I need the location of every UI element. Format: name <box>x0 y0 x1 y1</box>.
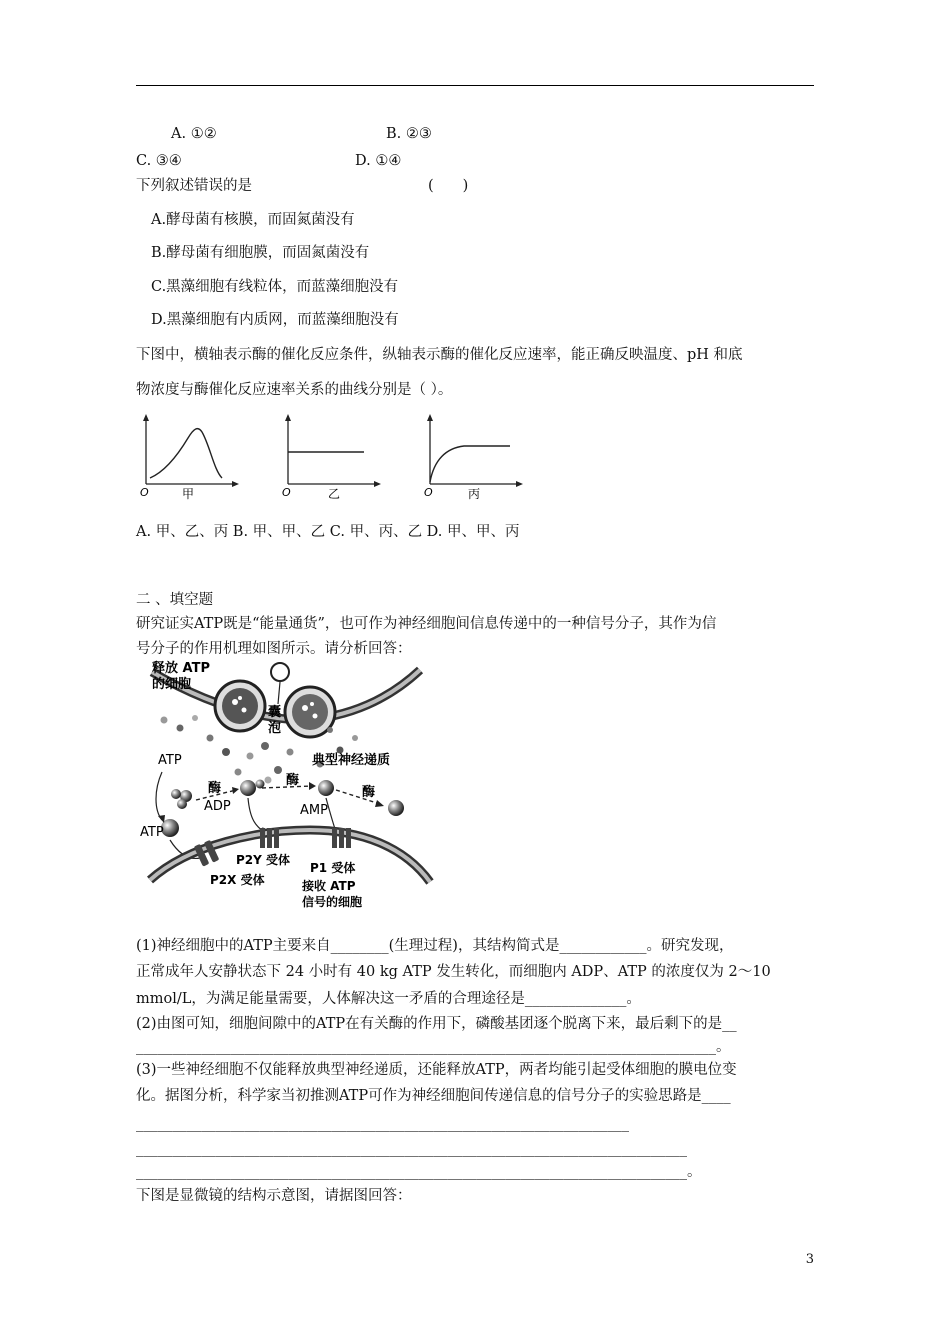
transmitter-label: 典型神经递质 <box>312 753 391 768</box>
graph-label: 乙 <box>328 487 341 501</box>
p1-receptor <box>332 828 351 848</box>
p2y-receptor <box>260 828 279 848</box>
enzyme-stem-line1: 下图中，横轴表示酶的催化反应条件，纵轴表示酶的催化反应速率，能正确反映温度、pH 和底 <box>136 347 743 363</box>
q3-line1: (3)一些神经细胞不仅能释放典型神经递质，还能释放ATP，两者均能引起受体细胞的膜电位变 <box>136 1062 737 1078</box>
page-number: 3 <box>805 1252 814 1267</box>
atp-label-left: ATP <box>140 825 164 840</box>
p2x-label: P2X 受体 <box>210 873 265 887</box>
graph-yi <box>282 414 381 501</box>
q1-line2: 正常成年人安静状态下 24 小时有 40 kg ATP 发生转化，而细胞内 ADP、ATP 的浓度仅为 2～10 <box>136 964 771 980</box>
header-rule <box>136 85 814 86</box>
q3-line4: ____________________________________________________________________________ <box>136 1141 687 1157</box>
origin-label: O <box>282 486 291 499</box>
bell-curve <box>150 429 222 478</box>
q3-line3: ____________________________________________________________________ <box>136 1116 629 1132</box>
enzyme-options: A. 甲、乙、丙 B. 甲、甲、乙 C. 甲、丙、乙 D. 甲、甲、丙 <box>136 524 520 540</box>
choice-b: B.酵母菌有细胞膜，而固氮菌没有 <box>151 245 370 261</box>
option-c: C. ③④ <box>136 153 182 169</box>
receive-label-1: 接收 ATP <box>302 879 356 893</box>
adp-label: ADP <box>204 799 231 814</box>
enzyme-label-3: 酶 <box>362 785 376 800</box>
receive-label-2: 信号的细胞 <box>302 895 363 909</box>
vesicle-label: 囊 <box>268 705 282 720</box>
origin-label: O <box>424 486 433 499</box>
release-cell-label-2: 的细胞 <box>152 677 192 692</box>
intro-line1: 研究证实ATP既是“能量通货”，也可作为神经细胞间信息传递中的一种信号分子，其作为信 <box>136 616 717 632</box>
graph-label: 甲 <box>182 487 195 501</box>
p1-label: P1 受体 <box>310 861 356 875</box>
enzyme-label-2: 酶 <box>286 773 300 788</box>
choice-c: C.黑藻细胞有线粒体，而蓝藻细胞没有 <box>151 279 399 295</box>
q1-line1: (1)神经细胞中的ATP主要来自________(生理过程)，其结构简式是____________。研究发现， <box>136 938 734 954</box>
option-b: B. ②③ <box>386 126 432 142</box>
amp-label: AMP <box>300 803 328 818</box>
graph-jia <box>140 414 239 501</box>
q1-line3: mmol/L，为满足能量需要，人体解决这一矛盾的合理途径是______________。 <box>136 991 641 1007</box>
q2-line1: (2)由图可知，细胞间隙中的ATP在有关酶的作用下，磷酸基团逐个脱离下来，最后剩下的是__ <box>136 1016 737 1032</box>
enzyme-graphs-figure <box>136 412 546 504</box>
vesicle-label-2: 泡 <box>268 721 282 736</box>
enzyme-label-1: 酶 <box>208 781 222 796</box>
q3-line2: 化。据图分析，科学家当初推测ATP可作为神经细胞间传递信息的信号分子的实验思路是____ <box>136 1088 731 1104</box>
section-heading: 二 、填空题 <box>136 592 214 608</box>
option-a: A. ①② <box>171 126 217 142</box>
graph-bing <box>424 414 523 501</box>
microscope-question: 下图是显微镜的结构示意图，请据图回答： <box>136 1188 412 1204</box>
question-stem: 下列叙述错误的是 <box>136 178 252 194</box>
q3-line5: ____________________________________________________________________________。 <box>136 1164 702 1180</box>
graph-label: 丙 <box>468 487 481 501</box>
atp-label-top: ATP <box>158 753 182 768</box>
answer-bracket: ( ) <box>428 178 469 194</box>
choice-a: A.酵母菌有核膜，而固氮菌没有 <box>151 212 355 228</box>
q2-line2: ________________________________________________________________________________。 <box>136 1039 731 1055</box>
option-d: D. ①④ <box>355 153 402 169</box>
origin-label: O <box>140 486 149 499</box>
saturation-curve <box>430 446 510 482</box>
choice-d: D.黑藻细胞有内质网，而蓝藻细胞没有 <box>151 312 399 328</box>
release-cell-label: 释放 ATP <box>152 661 210 676</box>
intro-line2: 号分子的作用机理如图所示。请分析回答： <box>136 641 412 657</box>
p2y-label: P2Y 受体 <box>236 853 291 867</box>
enzyme-stem-line2: 物浓度与酶催化反应速率关系的曲线分别是（ ）。 <box>136 382 453 398</box>
atp-signal-figure <box>140 660 450 916</box>
